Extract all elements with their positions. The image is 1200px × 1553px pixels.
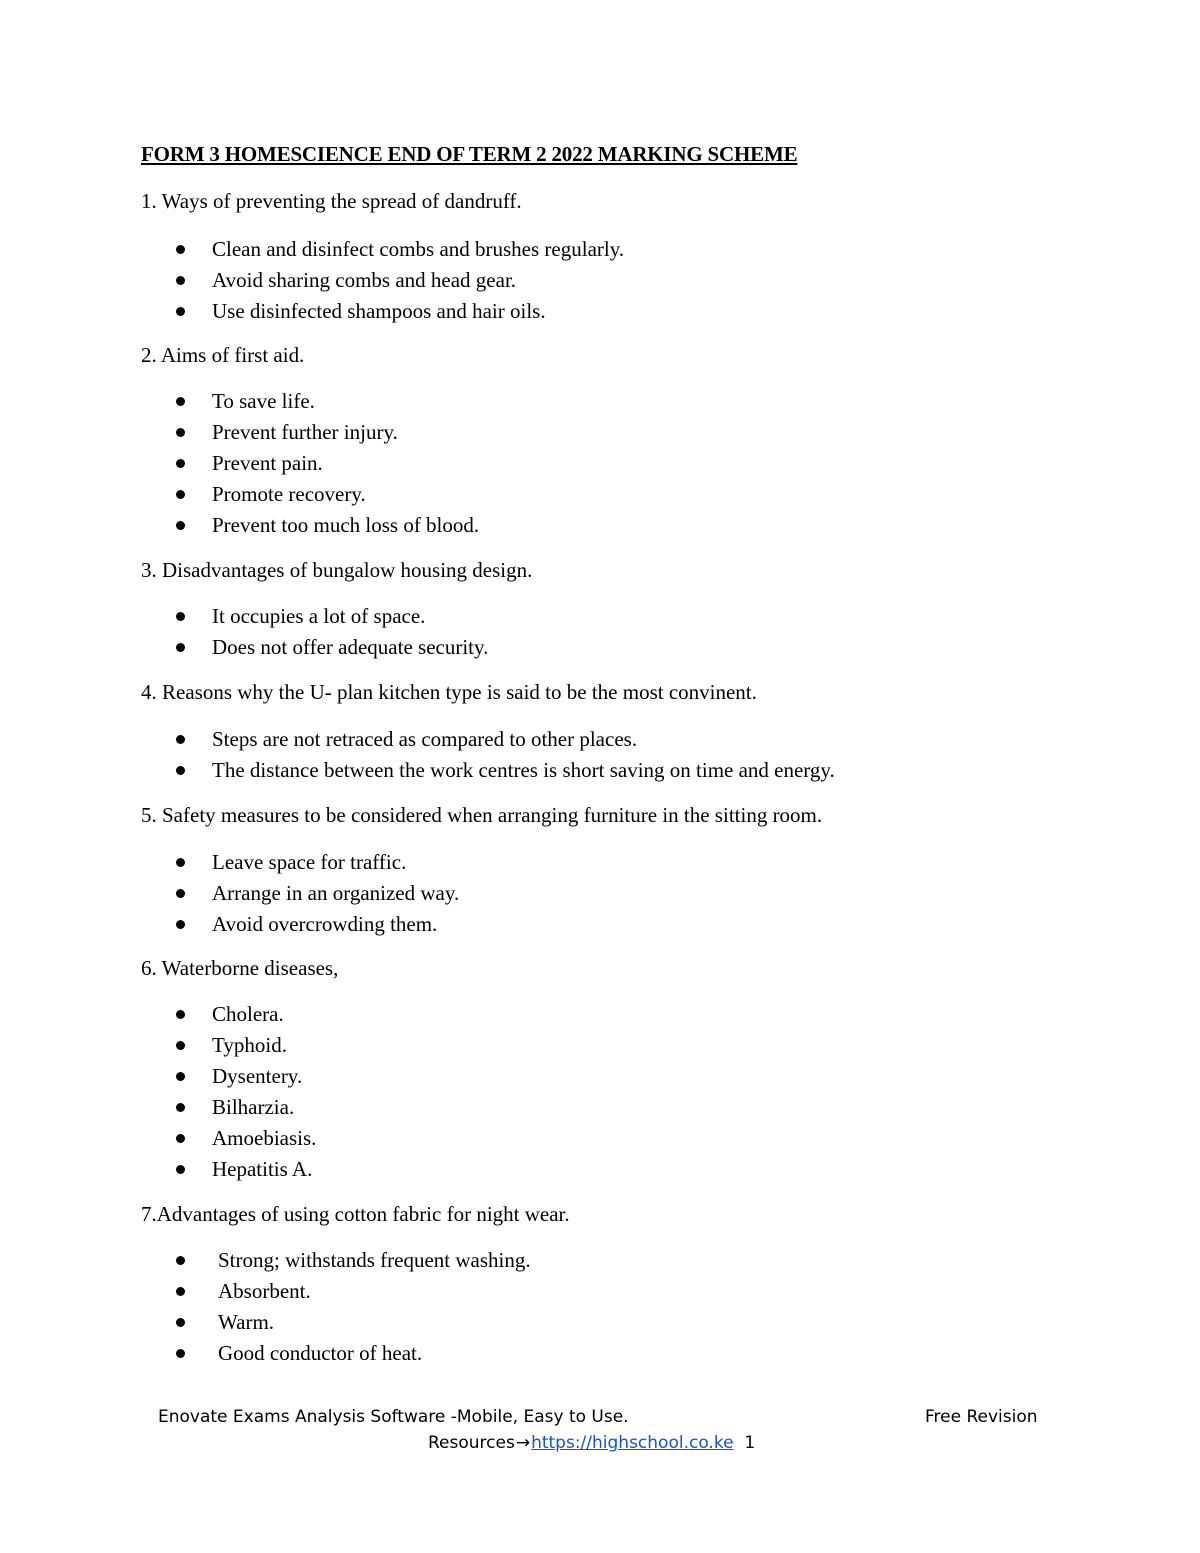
- bullet-icon: [176, 1287, 185, 1296]
- bullet-icon: [176, 858, 185, 867]
- bullet-icon: [176, 1134, 185, 1143]
- bullet-icon: [176, 1318, 185, 1327]
- question-heading: 6. Waterborne diseases,: [141, 956, 339, 980]
- bullet-icon: [176, 889, 185, 898]
- bullet-icon: [176, 643, 185, 652]
- bullet-icon: [176, 276, 185, 285]
- footer-free-revision: Free Revision: [925, 1407, 1038, 1427]
- question-heading: 4. Reasons why the U- plan kitchen type is said to be the most convinent.: [141, 680, 757, 704]
- question-heading: 1. Ways of preventing the spread of dandruff.: [141, 189, 522, 213]
- page-number: 1: [744, 1433, 756, 1453]
- bullet-icon: [176, 1103, 185, 1112]
- bullet-icon: [176, 612, 185, 621]
- bullet-icon: [176, 1165, 185, 1174]
- bullet-icon: [176, 1072, 185, 1081]
- bullet-icon: [176, 397, 185, 406]
- bullet-icon: [176, 920, 185, 929]
- bullet-icon: [176, 307, 185, 316]
- question-heading: 5. Safety measures to be considered when arranging furniture in the sitting room.: [141, 803, 823, 827]
- document-title: FORM 3 HOMESCIENCE END OF TERM 2 2022 MARKING SCHEME: [141, 142, 798, 166]
- footer-resources: [428, 1433, 755, 1453]
- bullet-icon: [176, 521, 185, 530]
- footer-resources-label: Resources: [428, 1433, 515, 1453]
- right-arrow-icon: →: [515, 1433, 531, 1453]
- bullet-icon: [176, 766, 185, 775]
- bullet-icon: [176, 1041, 185, 1050]
- bullet-icon: [176, 1010, 185, 1019]
- bullet-icon: [176, 1349, 185, 1358]
- bullet-icon: [176, 245, 185, 254]
- footer-link[interactable]: https://highschool.co.ke: [531, 1433, 734, 1453]
- footer-promo-text: Enovate Exams Analysis Software -Mobile, Easy to Use.: [158, 1407, 629, 1427]
- question-heading: 2. Aims of first aid.: [141, 343, 305, 367]
- bullet-icon: [176, 735, 185, 744]
- question-heading: 7.Advantages of using cotton fabric for night wear.: [141, 1202, 570, 1226]
- document-page: FORM 3 HOMESCIENCE END OF TERM 2 2022 MARKING SCHEME 1. Ways of preventing the spread of dandruff. Clean and disinfect combs and brushes regularly. Avoid sharing combs and head gear. Use disinfected shampoos and hair oils. 2. Aims of first aid. To save life. Prevent further injury. Prevent pain. Promote recovery. Prevent too much loss of blood. 3. Disadvantages of bungalow housing design. It occupies a lot of space. Does not offer adequate security. 4. Reasons why the U- plan kitchen type is said to be the most convinent. Steps are not retraced as compared to other places. The distance between the work centres is short saving on time and energy. 5. Safety measures to be considered when arranging furniture in the sitting room. Leave space for traffic. Arrange in an organized way. Avoid overcrowding them. 6. Waterborne diseases, Cholera. Typhoid. Dysentery. Bilharzia. Amoebiasis. Hepatitis A. 7.Advantages of using cotton fabric for night wear. Strong; withstands frequent washing. Absorbent. Warm. Good conductor of heat. Enovate Exams Analysis Software -Mobile, Easy to Use. Free Revision Resources→https://highschool.co.ke 1: [141, 142, 1038, 1453]
- bullet-icon: [176, 1256, 185, 1265]
- bullet-icon: [176, 490, 185, 499]
- question-heading: 3. Disadvantages of bungalow housing design.: [141, 558, 533, 582]
- bullet-icon: [176, 459, 185, 468]
- bullet-icon: [176, 428, 185, 437]
